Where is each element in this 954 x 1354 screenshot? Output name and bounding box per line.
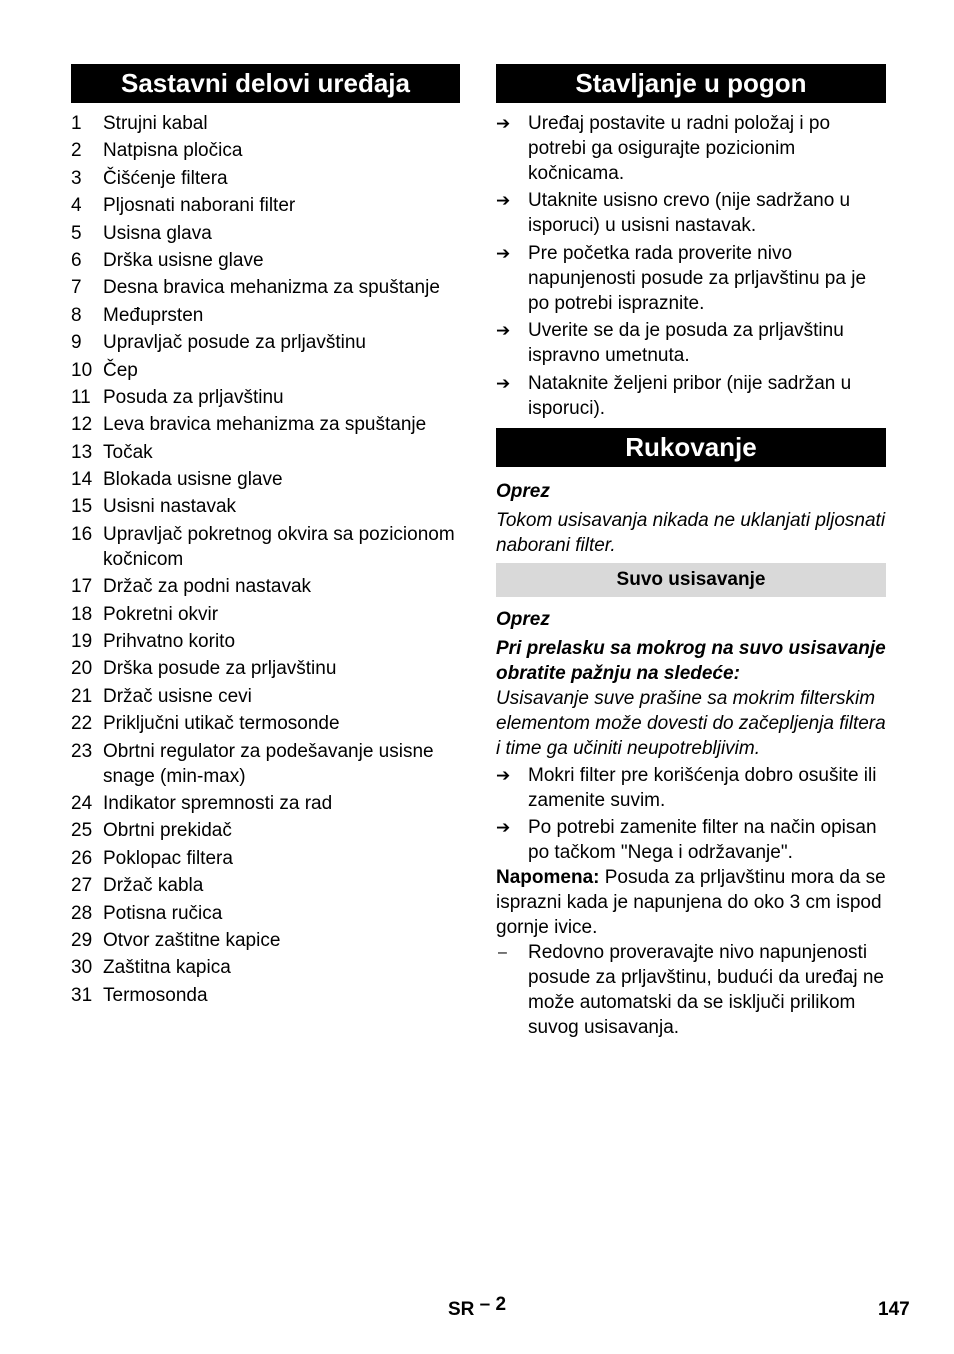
page-number: 147 xyxy=(878,1299,910,1320)
parts-list-item xyxy=(71,138,460,163)
parts-list-item xyxy=(71,739,460,789)
part-name: Poklopac filtera xyxy=(103,847,233,869)
part-number: 1 xyxy=(71,113,82,134)
parts-list-item xyxy=(71,574,460,599)
part-name: Upravljač posude za prljavštinu xyxy=(103,332,366,354)
part-number: 9 xyxy=(71,332,82,354)
subheading-dry-vacuuming: Suvo usisavanje xyxy=(496,563,886,597)
step-text: Utaknite usisno crevo (nije sadržano u isporuci) u usisni nastavak. xyxy=(528,190,851,237)
step-item xyxy=(496,111,886,186)
parts-list-item xyxy=(71,275,460,300)
part-number: 26 xyxy=(71,847,93,869)
parts-list-item xyxy=(71,928,460,953)
caution-text-2: Usisavanje suve prašine sa mokrim filterskim elementom može dovesti do začepljenja filtera i time ga učiniti neupotrebljivim. xyxy=(496,687,886,759)
part-name: Pljosnati naborani filter xyxy=(103,195,296,217)
part-name: Obrtni regulator za podešavanje usisne snage (min-max) xyxy=(103,740,434,787)
part-number: 13 xyxy=(71,441,93,463)
part-number: 3 xyxy=(71,167,82,189)
part-name: Otvor zaštitne kapice xyxy=(103,929,281,951)
part-number: 30 xyxy=(71,957,93,979)
note-label: Napomena: xyxy=(496,867,600,889)
parts-list-item xyxy=(71,818,460,843)
parts-list-item xyxy=(71,901,460,926)
parts-list-item xyxy=(71,711,460,736)
part-number: 21 xyxy=(71,685,93,707)
part-name: Termosonda xyxy=(103,984,208,1006)
part-name: Držač usisne cevi xyxy=(103,685,252,707)
parts-list xyxy=(71,111,460,1008)
parts-list-item xyxy=(71,248,460,273)
part-number: 29 xyxy=(71,929,93,951)
parts-list-item xyxy=(71,111,460,136)
part-number: 4 xyxy=(71,195,82,217)
section-heading-operation: Rukovanje xyxy=(496,428,886,467)
right-arrow-icon: ➔ xyxy=(496,321,511,341)
part-number: 17 xyxy=(71,576,93,598)
parts-list-item xyxy=(71,330,460,355)
part-name: Držač kabla xyxy=(103,875,204,897)
caution-label: Oprez xyxy=(496,480,550,502)
parts-list-item xyxy=(71,656,460,681)
part-name: Usisni nastavak xyxy=(103,496,237,518)
part-name: Držač za podni nastavak xyxy=(103,576,312,598)
part-number: 16 xyxy=(71,523,93,545)
step-item xyxy=(496,188,886,238)
part-name: Drška usisne glave xyxy=(103,249,264,271)
part-number: 28 xyxy=(71,902,93,924)
caution-bold-text: Pri prelasku sa mokrog na suvo usisavanje obratite pažnju na sledeće: xyxy=(496,637,886,684)
part-number: 27 xyxy=(71,875,93,897)
part-name: Pokretni okvir xyxy=(103,603,219,625)
parts-list-item xyxy=(71,522,460,572)
step-item xyxy=(496,371,886,421)
part-name: Drška posude za prljavštinu xyxy=(103,658,337,680)
step-text: Uređaj postavite u radni položaj i po potrebi ga osigurajte pozicionim kočnicama. xyxy=(528,113,831,184)
part-number: 11 xyxy=(71,386,91,408)
caution-label-2: Oprez xyxy=(496,608,550,630)
parts-list-item xyxy=(71,221,460,246)
note-text: Posuda za prljavštinu mora da se isprazni kada je napunjena do oko 3 cm ispod gornje ivice. xyxy=(496,867,886,939)
part-name: Usisna glava xyxy=(103,222,212,244)
part-number: 2 xyxy=(71,140,82,162)
parts-list-item xyxy=(71,494,460,519)
part-number: 23 xyxy=(71,740,93,762)
step-item xyxy=(496,763,886,813)
dash-item xyxy=(496,940,886,1040)
part-number: 22 xyxy=(71,713,93,735)
parts-list-item xyxy=(71,629,460,654)
parts-list-item xyxy=(71,873,460,898)
right-column xyxy=(496,64,886,1043)
parts-list-item xyxy=(71,303,460,328)
right-arrow-icon: ➔ xyxy=(496,765,511,785)
parts-list-item xyxy=(71,846,460,871)
step-item xyxy=(496,815,886,865)
right-arrow-icon: ➔ xyxy=(496,114,511,133)
part-name: Priključni utikač termosonde xyxy=(103,713,340,735)
caution-text: Tokom usisavanja nikada ne uklanjati pljosnati naborani filter. xyxy=(496,509,886,556)
part-name: Točak xyxy=(103,441,153,463)
part-name: Strujni kabal xyxy=(103,113,208,134)
part-name: Indikator spremnosti za rad xyxy=(103,792,333,814)
note-paragraph xyxy=(496,865,886,940)
dry-vacuum-steps xyxy=(496,763,886,865)
dash-list xyxy=(496,940,886,1040)
part-name: Međuprsten xyxy=(103,304,204,326)
dash-item-text: Redovno proveravajte nivo napunjenosti posude za prljavštinu, budući da uređaj ne može automatski da se isključi prilikom suvog usisavanja. xyxy=(528,942,884,1039)
part-number: 31 xyxy=(71,984,93,1006)
parts-list-item xyxy=(71,440,460,465)
right-arrow-icon: ➔ xyxy=(496,243,511,263)
part-name: Desna bravica mehanizma za spuštanje xyxy=(103,277,440,299)
parts-list-item xyxy=(71,358,460,383)
part-number: 20 xyxy=(71,658,93,680)
section-heading-parts: Sastavni delovi uređaja xyxy=(71,64,460,103)
step-text: Uverite se da je posuda za prljavštinu ispravno umetnuta. xyxy=(528,320,844,367)
dash-icon: – xyxy=(498,944,507,962)
part-name: Leva bravica mehanizma za spuštanje xyxy=(103,414,427,436)
step-item xyxy=(496,318,886,368)
part-name: Upravljač pokretnog okvira sa pozicionom kočnicom xyxy=(103,523,455,570)
part-number: 15 xyxy=(71,496,93,518)
parts-list-item xyxy=(71,602,460,627)
part-number: 10 xyxy=(71,359,93,381)
right-arrow-icon: ➔ xyxy=(496,373,511,393)
footer-dash: – xyxy=(474,1294,496,1315)
start-up-steps xyxy=(496,111,886,421)
part-name: Prihvatno korito xyxy=(103,631,236,653)
part-number: 8 xyxy=(71,304,82,326)
parts-list-item xyxy=(71,955,460,980)
step-item xyxy=(496,241,886,316)
part-name: Čep xyxy=(103,359,138,381)
part-name: Blokada usisne glave xyxy=(103,469,283,491)
part-name: Potisna ručica xyxy=(103,902,223,924)
part-name: Natpisna pločica xyxy=(103,140,243,162)
footer-lang: SR xyxy=(448,1299,475,1320)
parts-list-item xyxy=(71,791,460,816)
part-number: 19 xyxy=(71,631,93,653)
footer-section-label xyxy=(448,1294,507,1322)
parts-list-item xyxy=(71,467,460,492)
part-number: 18 xyxy=(71,603,93,625)
footer-section-number: 2 xyxy=(495,1294,507,1315)
part-number: 7 xyxy=(71,277,82,299)
step-text: Pre početka rada proverite nivo napunjenosti posude za prljavštinu pa je po potrebi ispraznite. xyxy=(528,242,867,314)
part-name: Obrtni prekidač xyxy=(103,820,232,842)
part-name: Posuda za prljavštinu xyxy=(103,386,284,408)
parts-list-item xyxy=(71,166,460,191)
part-number: 6 xyxy=(71,249,82,271)
right-arrow-icon: ➔ xyxy=(496,817,511,837)
parts-list-item xyxy=(71,193,460,218)
part-number: 14 xyxy=(71,469,93,491)
parts-list-item xyxy=(71,385,460,410)
section-heading-start-up: Stavljanje u pogon xyxy=(496,64,886,103)
parts-list-item xyxy=(71,684,460,709)
step-text: Po potrebi zamenite filter na način opisan po tačkom "Nega i održavanje". xyxy=(528,816,877,863)
part-number: 25 xyxy=(71,820,93,842)
step-text: Mokri filter pre korišćenja dobro osušite ili zamenite suvim. xyxy=(528,764,877,811)
part-name: Čišćenje filtera xyxy=(103,167,228,189)
left-column xyxy=(71,64,460,1010)
part-number: 24 xyxy=(71,792,93,814)
step-text: Nataknite željeni pribor (nije sadržan u isporuci). xyxy=(528,372,852,419)
parts-list-item xyxy=(71,412,460,437)
parts-list-item xyxy=(71,983,460,1008)
part-number: 12 xyxy=(71,414,93,436)
part-number: 5 xyxy=(71,222,82,244)
right-arrow-icon: ➔ xyxy=(496,191,511,211)
part-name: Zaštitna kapica xyxy=(103,957,231,979)
